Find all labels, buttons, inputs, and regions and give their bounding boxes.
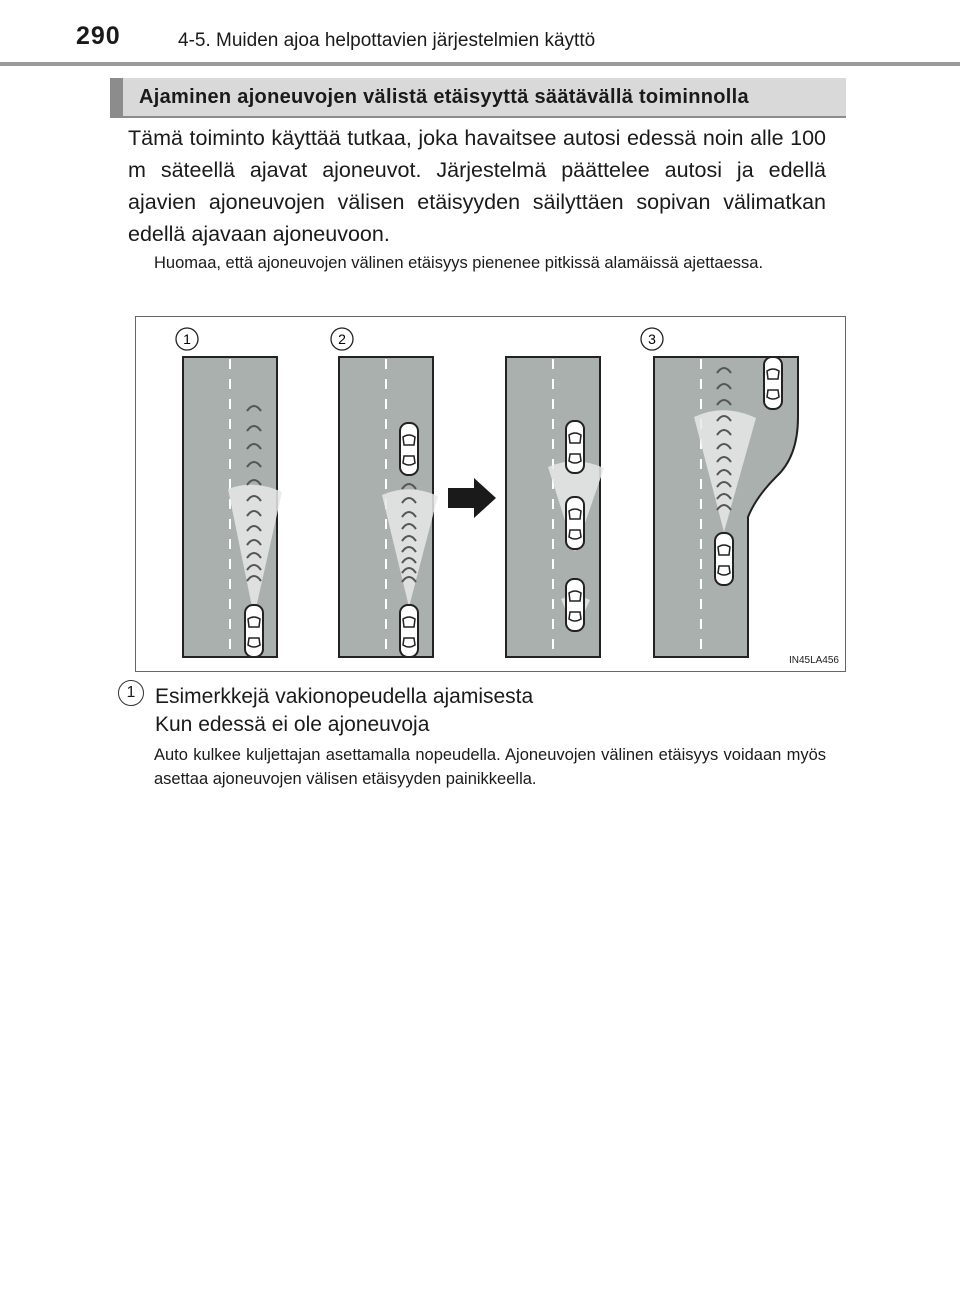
scene-2-following <box>506 357 604 657</box>
radar-illustration <box>135 316 846 672</box>
note-paragraph: Huomaa, että ajoneuvojen välinen etäisyys pienenee pitkissä alamäissä ajettaessa. <box>154 254 764 272</box>
scene-1 <box>183 357 282 657</box>
item-number-badge: 1 <box>118 680 144 706</box>
item-title: Esimerkkejä vakionopeudella ajamisesta <box>155 685 534 708</box>
scene-3 <box>654 357 798 657</box>
section-divider <box>110 116 846 118</box>
marker-1 <box>176 328 198 350</box>
item-subtitle: Kun edessä ei ole ajoneuvoja <box>155 713 430 736</box>
header-divider <box>0 62 960 66</box>
item-body: Auto kulkee kuljettajan asettamalla nopeudella. Ajoneuvojen välinen etäisyys voidaan myös asettaa ajoneuvojen välisen etäisyyden painikkeella. <box>154 746 826 788</box>
chapter-title: 4-5. Muiden ajoa helpottavien järjestelmien käyttö <box>178 30 596 51</box>
section-heading <box>110 78 846 118</box>
arrow-right-icon <box>448 478 496 518</box>
figure-code: IN45LA456 <box>788 655 839 666</box>
page-number: 290 <box>76 22 121 50</box>
marker-1-label: 1 <box>183 331 191 347</box>
marker-3-label: 3 <box>648 331 656 347</box>
marker-2-label: 2 <box>338 331 346 347</box>
marker-2 <box>331 328 353 350</box>
scene-2 <box>339 357 438 657</box>
marker-3 <box>641 328 663 350</box>
section-title: Ajaminen ajoneuvojen välistä etäisyyttä säätävällä toiminnolla <box>139 86 749 108</box>
intro-paragraph: Tämä toiminto käyttää tutkaa, joka havaitsee autosi edessä noin alle 100 m säteellä ajavat ajoneuvot. Järjestelmä päättelee autosi ja edellä ajavien ajoneuvojen välisen etäisyyden säilyttäen sopivan välimatkan edellä ajavaan ajoneuvoon. <box>128 126 826 246</box>
